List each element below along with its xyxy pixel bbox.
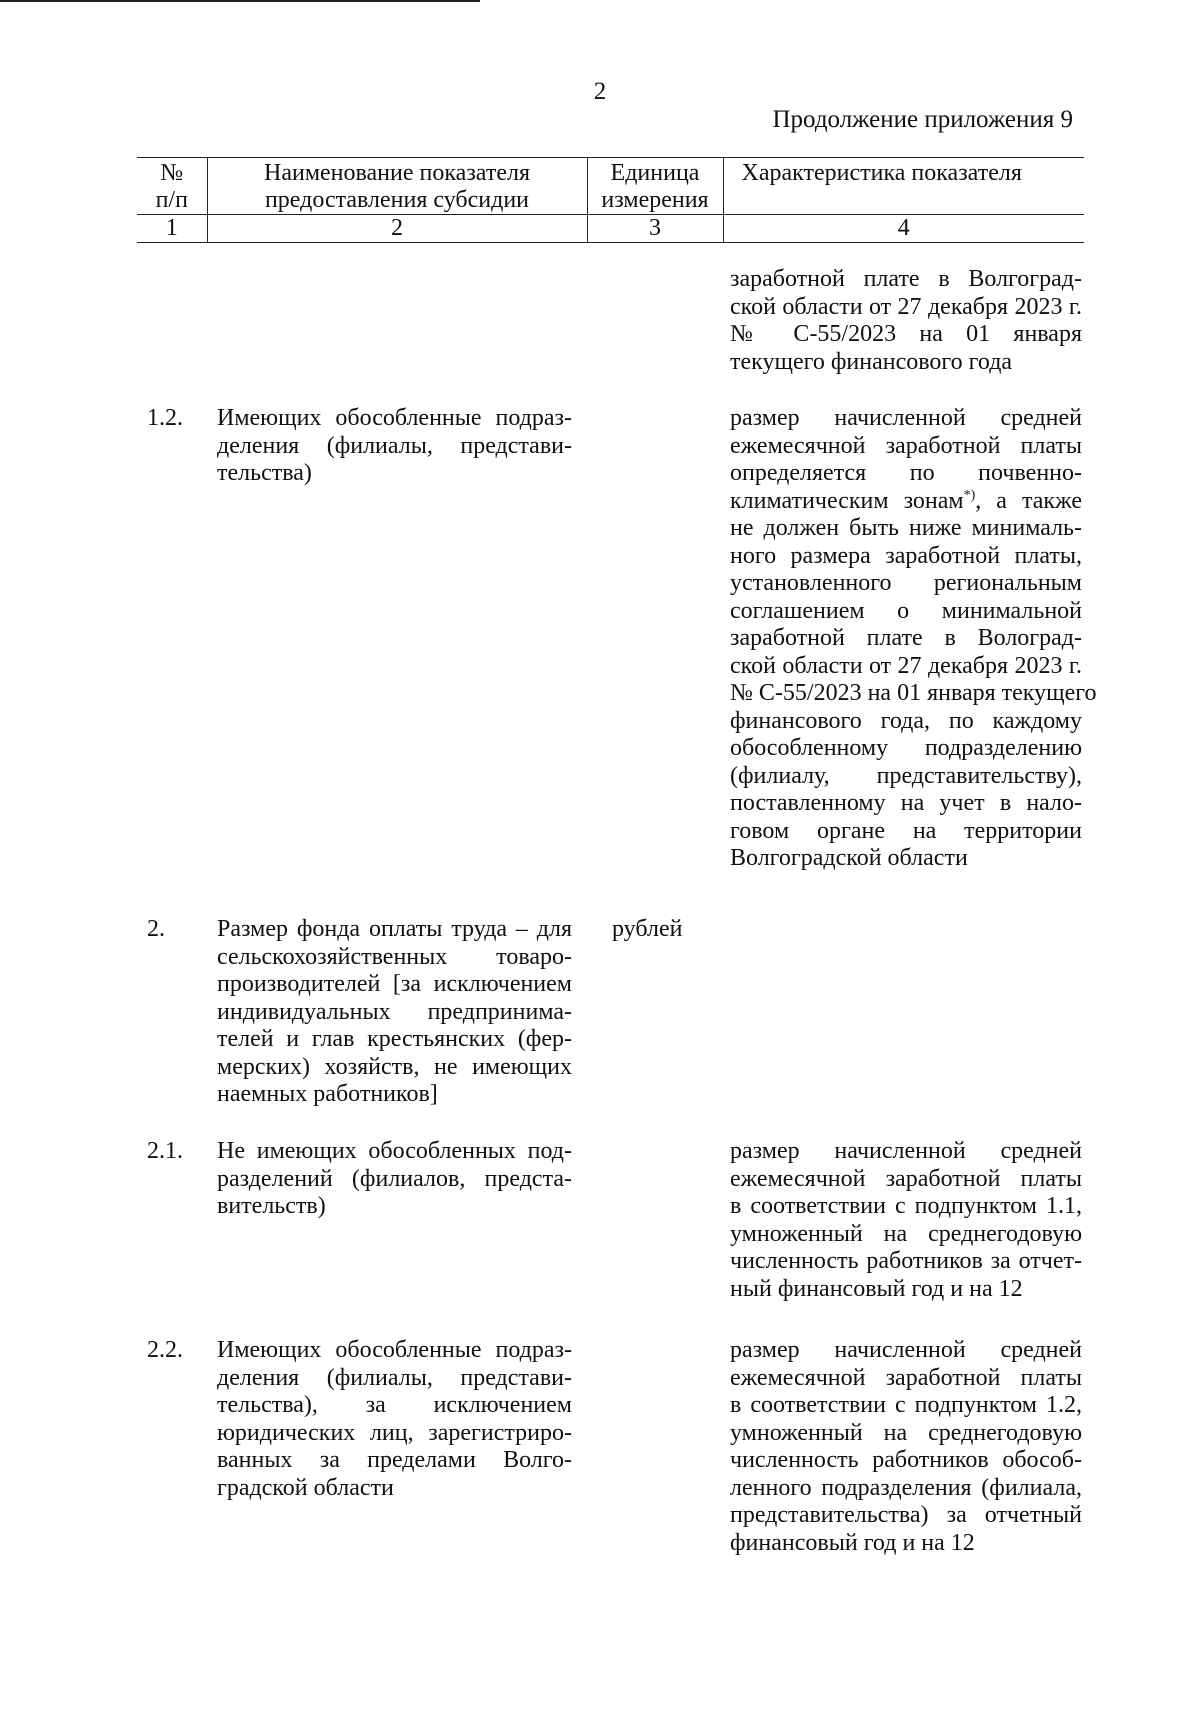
column-number: 3 (587, 215, 723, 243)
row-description-line: Волгоградской области (730, 845, 968, 871)
header-line: Характеристика показателя (741, 160, 1022, 186)
row-name-line: юридических лиц, зарегистриро- (217, 1419, 572, 1446)
row-name-line: Имеющих обособленные подраз- (217, 1337, 572, 1363)
row-description-line: установленного региональным (730, 570, 1082, 596)
header-line: измерения (601, 187, 709, 213)
row-description-line: поставленному на учет в нало- (730, 790, 1082, 816)
row-description-line: ленного подразделения (филиала, (730, 1474, 1082, 1501)
row-description (730, 1337, 1082, 1557)
row-number: 2. (147, 916, 165, 942)
row-description-line: говом органе на территории (730, 817, 1082, 844)
row-description-line: умноженный на среднегодовую (730, 1220, 1082, 1247)
row-description-line: климатическим зонам*), а также (730, 487, 1082, 514)
row-name-line: сельскохозяйственных товаро- (217, 943, 572, 970)
row-description-line: размер начисленной средней (730, 405, 1082, 431)
row-description (730, 266, 1082, 376)
row-description-line: финансовый год и на 12 (730, 1529, 975, 1556)
row-name (217, 1337, 572, 1502)
row-number: 1.2. (147, 405, 183, 431)
row-description-line: ного размера заработной платы, (730, 542, 1082, 569)
row-description-line: ежемесячной заработной платы (730, 432, 1082, 459)
row-name-line: Имеющих обособленные подраз- (217, 405, 572, 431)
row-name-line: мерских) хозяйств, не имеющих (217, 1053, 572, 1080)
header-line: Единица (610, 160, 700, 186)
row-name-line: телей и глав крестьянских (фер- (217, 1026, 572, 1052)
row-description-line: размер начисленной средней (730, 1337, 1082, 1363)
row-name-line: градской области (217, 1474, 394, 1501)
row-unit: рублей (612, 916, 683, 942)
header-line: Наименование показателя (264, 160, 530, 186)
row-description-line: ежемесячной заработной платы (730, 1364, 1082, 1391)
page-number: 2 (593, 78, 607, 105)
row-description-line: не должен быть ниже минималь- (730, 515, 1082, 541)
row-name-line: тельства) (217, 460, 312, 486)
row-name-line: Размер фонда оплаты труда – для (217, 916, 572, 942)
row-description (730, 1138, 1082, 1303)
row-description-line: соглашением о минимальной (730, 597, 1082, 624)
header-line: № (160, 160, 184, 186)
row-description-line: умноженный на среднегодовую (730, 1419, 1082, 1446)
row-description-line: текущего финансового года (730, 348, 1013, 375)
row-name-line: разделений (филиалов, предста- (217, 1165, 572, 1192)
row-name-line: деления (филиалы, представи- (217, 1364, 572, 1391)
row-description-line: обособленному подразделению (730, 735, 1082, 761)
row-name-line: вительств) (217, 1193, 326, 1219)
row-description-line: № С-55/2023 на 01 января (730, 321, 1082, 347)
row-description-line: представительства) за отчетный (730, 1502, 1082, 1528)
row-name (217, 1138, 572, 1221)
row-description-line: численность работников за отчет- (730, 1248, 1082, 1274)
row-name-line: Не имеющих обособленных под- (217, 1138, 572, 1164)
row-description-line: ской области от 27 декабря 2023 г. (730, 652, 1082, 679)
row-description-line: № С-55/2023 на 01 января текущего (730, 680, 1097, 706)
row-description-line: ской области от 27 декабря 2023 г. (730, 293, 1082, 320)
column-number: 2 (207, 215, 587, 243)
continuation-label: Продолжение приложения 9 (772, 106, 1073, 133)
row-name (217, 916, 572, 1109)
row-description-line: ежемесячной заработной платы (730, 1165, 1082, 1192)
row-name-line: наемных работников] (217, 1081, 438, 1107)
header-line: предоставления субсидии (264, 187, 530, 213)
row-description-line: в соответствии с подпунктом 1.2, (730, 1392, 1082, 1418)
row-description-line: (филиалу, представительству), (730, 762, 1082, 789)
row-name (217, 405, 572, 488)
row-description-line: заработной плате в Волоград- (730, 625, 1082, 651)
row-name-line: ванных за пределами Волго- (217, 1447, 572, 1473)
row-name-line: индивидуальных предпринима- (217, 998, 572, 1025)
row-description-line: заработной плате в Волгоград- (730, 266, 1082, 292)
column-number: 4 (723, 215, 1084, 243)
row-description-line: финансового года, по каждому (730, 707, 1082, 734)
row-description-line: определяется по почвенно- (730, 460, 1082, 486)
row-description-line: в соответствии с подпунктом 1.1, (730, 1193, 1082, 1219)
row-description-line: численность работников обособ- (730, 1447, 1082, 1473)
header-line: п/п (155, 187, 188, 213)
row-description (730, 405, 1097, 873)
column-number: 1 (137, 215, 207, 243)
row-description-line: ный финансовый год и на 12 (730, 1275, 1023, 1302)
row-number: 2.1. (147, 1138, 183, 1164)
row-name-line: деления (филиалы, представи- (217, 432, 572, 459)
row-name-line: производителей [за исключением (217, 971, 572, 997)
row-number: 2.2. (147, 1337, 183, 1363)
row-description-line: размер начисленной средней (730, 1138, 1082, 1164)
row-name-line: тельства), за исключением (217, 1392, 572, 1418)
